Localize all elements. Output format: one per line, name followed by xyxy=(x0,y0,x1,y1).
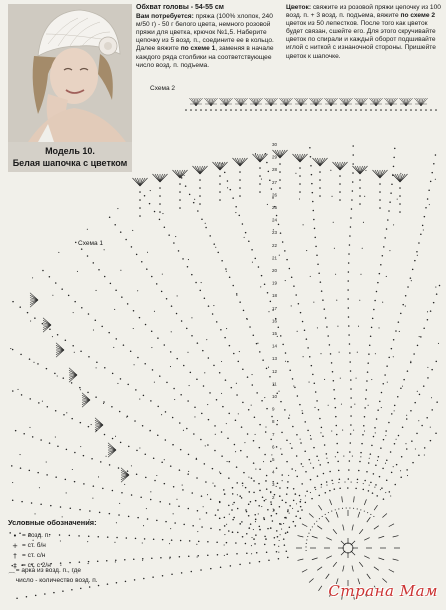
row-number: 28 xyxy=(272,167,278,173)
row-number: 25 xyxy=(272,205,278,210)
legend-symbol: • xyxy=(12,532,18,540)
row-number: 4 xyxy=(272,469,275,475)
row-number: 12 xyxy=(272,368,278,374)
legend-label: = арка из возд. п., где число - количество возд. п. xyxy=(15,567,98,584)
caption-model-name: Белая шапочка с цветком xyxy=(12,158,128,168)
row-number: 20 xyxy=(272,268,278,273)
row-number: 21 xyxy=(272,255,278,261)
row-number: 26 xyxy=(272,192,278,198)
legend-symbol: + xyxy=(12,542,18,550)
row-number: 18 xyxy=(272,293,278,299)
body-text-1: Наберите цепочку из 5 возд. п., соедините ее в кольцо. Далее вяжите xyxy=(136,29,274,53)
row-number: 8 xyxy=(272,419,275,425)
legend-item xyxy=(8,531,98,541)
legend-item xyxy=(8,567,98,584)
caption-model-number: Модель 10. xyxy=(45,146,95,156)
legend-title: Условные обозначения: xyxy=(8,518,97,527)
legend-symbol: † xyxy=(13,552,17,560)
flower-label: Цветок: xyxy=(286,4,312,11)
row-number: 14 xyxy=(272,343,278,349)
legend-symbol: ‡ xyxy=(13,562,17,570)
body-text-2: , заменяя в начале каждого ряда столбики на соответствующее число возд. п. подъема. xyxy=(136,45,274,69)
flower-text-2: цветок из 50 лепестков. После того как цветок будет связан, сшейте его. Для этого скручивайте цветок по спирали и каждый оборот подшивайте иглой с ниткой с изнаночной стороны. Пришейте цветок к шапочке. xyxy=(286,20,436,60)
legend-label: = ст. с 2/н xyxy=(22,562,51,569)
row-number: 2 xyxy=(272,494,275,500)
scheme-2-label: Схема 2 xyxy=(150,85,175,92)
size-title: Обхват головы - 54-55 см xyxy=(136,4,224,11)
row-number: 29 xyxy=(272,154,278,160)
row-number: 11 xyxy=(272,381,277,387)
watermark: Страна Мам xyxy=(328,582,438,600)
legend-item xyxy=(8,551,98,561)
row-number: 23 xyxy=(272,230,278,236)
body-scheme-ref: по схеме 1 xyxy=(180,45,216,53)
flower-text-1: свяжите из розовой пряжи цепочку из 100 возд. п. + 3 возд. п. подъема, вяжите xyxy=(286,4,441,20)
materials-label: Вам потребуется: xyxy=(136,13,194,21)
flower-scheme-ref: по схеме 2 xyxy=(400,12,436,20)
legend-symbol: ⌒ xyxy=(8,572,16,580)
row-number: 17 xyxy=(272,305,278,311)
row-number: 3 xyxy=(272,482,275,488)
legend-item xyxy=(8,541,98,551)
row-number: 9 xyxy=(272,406,275,412)
row-number: 5 xyxy=(272,457,275,462)
row-number: 19 xyxy=(272,280,278,286)
legend-label: = ст. б/н xyxy=(22,542,46,549)
row-number: 24 xyxy=(272,217,278,223)
row-number: 30 xyxy=(272,142,278,147)
row-number: 27 xyxy=(272,179,278,185)
scheme-1-label: Схема 1 xyxy=(78,240,103,247)
legend-items xyxy=(8,531,98,584)
row-number: 13 xyxy=(272,356,278,362)
row-number: 1 xyxy=(272,507,275,513)
row-number: 10 xyxy=(272,394,278,399)
row-number: 15 xyxy=(272,331,278,336)
legend-label: = ст. с/н xyxy=(22,552,46,559)
legend-label: = возд. п. xyxy=(22,532,51,539)
row-number: 22 xyxy=(272,242,278,248)
row-number: 7 xyxy=(272,431,275,437)
row-number: 16 xyxy=(272,318,278,324)
legend xyxy=(8,518,98,584)
row-number: 6 xyxy=(272,444,275,450)
materials-text: пряжа (100% хлопок, 240 м/50 г) - 50 г белого цвета, немного розовой пряжи для цветка, крючок №1,5. xyxy=(136,13,273,37)
